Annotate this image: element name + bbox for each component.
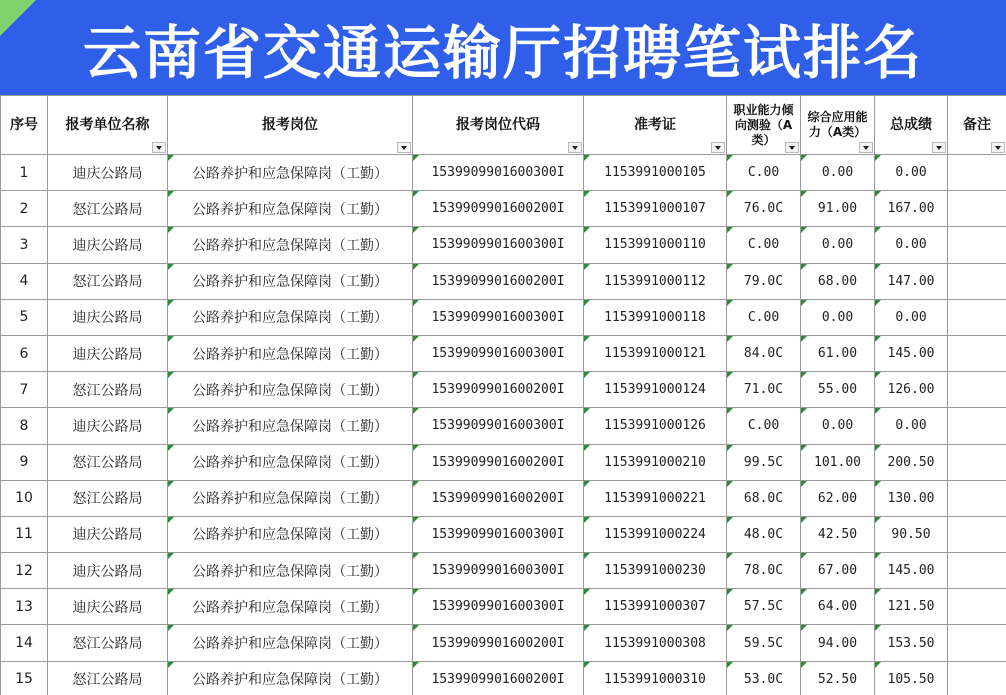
cell-unit[interactable]: 迪庆公路局 (48, 553, 168, 589)
header-code-label: 报考岗位代码 (456, 117, 540, 133)
cell-ability[interactable]: 48.0C (727, 516, 801, 552)
filter-dropdown-icon[interactable] (397, 142, 411, 153)
cell-ticket[interactable]: 1153991000308 (584, 625, 727, 661)
cell-post[interactable]: 公路养护和应急保障岗（工勤） (168, 155, 413, 191)
cell-error-indicator (168, 191, 174, 197)
cell-code[interactable]: 1539909901600300I (413, 227, 584, 263)
cell-error-indicator (801, 553, 807, 559)
cell-apply[interactable]: 55.00 (801, 372, 875, 408)
cell-error-indicator (727, 517, 733, 523)
cell-error-indicator (727, 300, 733, 306)
cell-error-indicator (801, 372, 807, 378)
cell-ability[interactable]: 79.0C (727, 263, 801, 299)
cell-note[interactable] (948, 553, 1006, 589)
cell-post[interactable]: 公路养护和应急保障岗（工勤） (168, 227, 413, 263)
cell-error-indicator (413, 300, 419, 306)
cell-error-indicator (727, 589, 733, 595)
cell-total[interactable]: 130.00 (875, 480, 948, 516)
cell-post[interactable]: 公路养护和应急保障岗（工勤） (168, 444, 413, 480)
cell-note[interactable] (948, 444, 1006, 480)
table-row (1, 553, 1006, 589)
filter-dropdown-icon[interactable] (785, 142, 799, 153)
cell-apply[interactable]: 0.00 (801, 227, 875, 263)
cell-error-indicator (584, 553, 590, 559)
filter-dropdown-icon[interactable] (991, 142, 1005, 153)
cell-total[interactable]: 145.00 (875, 335, 948, 371)
filter-dropdown-icon[interactable] (568, 142, 582, 153)
cell-ticket[interactable]: 1153991000112 (584, 263, 727, 299)
cell-error-indicator (727, 155, 733, 161)
cell-seq[interactable]: 8 (1, 408, 48, 444)
filter-dropdown-icon[interactable] (711, 142, 725, 153)
cell-apply[interactable]: 0.00 (801, 299, 875, 335)
cell-error-indicator (875, 445, 881, 451)
cell-error-indicator (727, 445, 733, 451)
cell-post[interactable]: 公路养护和应急保障岗（工勤） (168, 625, 413, 661)
cell-error-indicator (875, 517, 881, 523)
cell-seq[interactable]: 1 (1, 155, 48, 191)
title-banner (0, 0, 1006, 95)
cell-code[interactable]: 1539909901600200I (413, 480, 584, 516)
cell-error-indicator (875, 625, 881, 631)
cell-post[interactable]: 公路养护和应急保障岗（工勤） (168, 372, 413, 408)
cell-post[interactable]: 公路养护和应急保障岗（工勤） (168, 661, 413, 695)
header-note (948, 96, 1006, 155)
cell-unit[interactable]: 迪庆公路局 (48, 335, 168, 371)
header-ability-label: 职业能力倾向测验（A类） (733, 102, 794, 147)
cell-error-indicator (727, 662, 733, 668)
cell-error-indicator (168, 155, 174, 161)
table-row (1, 299, 1006, 335)
table-row (1, 155, 1006, 191)
cell-error-indicator (168, 517, 174, 523)
cell-error-indicator (801, 191, 807, 197)
cell-error-indicator (584, 408, 590, 414)
cell-error-indicator (168, 300, 174, 306)
cell-seq[interactable]: 10 (1, 480, 48, 516)
cell-error-indicator (413, 372, 419, 378)
ranking-table (0, 95, 1006, 695)
cell-ticket[interactable]: 1153991000118 (584, 299, 727, 335)
cell-post[interactable]: 公路养护和应急保障岗（工勤） (168, 299, 413, 335)
table-row (1, 372, 1006, 408)
table-row (1, 661, 1006, 695)
cell-error-indicator (413, 625, 419, 631)
cell-apply[interactable]: 64.00 (801, 589, 875, 625)
cell-error-indicator (413, 191, 419, 197)
cell-ability[interactable]: 57.5C (727, 589, 801, 625)
cell-error-indicator (727, 264, 733, 270)
cell-note[interactable] (948, 408, 1006, 444)
cell-error-indicator (168, 336, 174, 342)
cell-error-indicator (801, 227, 807, 233)
cell-ticket[interactable]: 1153991000307 (584, 589, 727, 625)
cell-error-indicator (727, 191, 733, 197)
cell-error-indicator (727, 625, 733, 631)
cell-error-indicator (584, 372, 590, 378)
cell-error-indicator (413, 155, 419, 161)
cell-ticket[interactable]: 1153991000124 (584, 372, 727, 408)
cell-error-indicator (875, 227, 881, 233)
cell-post[interactable]: 公路养护和应急保障岗（工勤） (168, 263, 413, 299)
cell-error-indicator (801, 336, 807, 342)
cell-error-indicator (727, 372, 733, 378)
cell-error-indicator (584, 336, 590, 342)
cell-seq[interactable]: 15 (1, 661, 48, 695)
cell-error-indicator (875, 264, 881, 270)
cell-error-indicator (413, 408, 419, 414)
cell-ticket[interactable]: 1153991000221 (584, 480, 727, 516)
cell-seq[interactable]: 5 (1, 299, 48, 335)
cell-note[interactable] (948, 372, 1006, 408)
header-note-label: 备注 (963, 117, 991, 133)
cell-unit[interactable]: 迪庆公路局 (48, 589, 168, 625)
cell-error-indicator (168, 408, 174, 414)
cell-error-indicator (584, 662, 590, 668)
cell-apply[interactable]: 68.00 (801, 263, 875, 299)
cell-error-indicator (875, 155, 881, 161)
cell-error-indicator (168, 264, 174, 270)
cell-error-indicator (801, 445, 807, 451)
cell-total[interactable]: 105.50 (875, 661, 948, 695)
cell-note[interactable] (948, 589, 1006, 625)
corner-accent (0, 0, 36, 36)
cell-ability[interactable]: 53.0C (727, 661, 801, 695)
header-ticket-label: 准考证 (634, 117, 676, 133)
cell-post[interactable]: 公路养护和应急保障岗（工勤） (168, 408, 413, 444)
cell-total[interactable]: 153.50 (875, 625, 948, 661)
cell-error-indicator (168, 662, 174, 668)
cell-post[interactable]: 公路养护和应急保障岗（工勤） (168, 191, 413, 227)
cell-post[interactable]: 公路养护和应急保障岗（工勤） (168, 589, 413, 625)
cell-apply[interactable]: 42.50 (801, 516, 875, 552)
cell-error-indicator (413, 553, 419, 559)
cell-note[interactable] (948, 335, 1006, 371)
filter-dropdown-icon[interactable] (152, 142, 166, 153)
cell-code[interactable]: 1539909901600300I (413, 155, 584, 191)
cell-apply[interactable]: 67.00 (801, 553, 875, 589)
cell-error-indicator (584, 481, 590, 487)
header-unit (48, 96, 168, 155)
cell-unit[interactable]: 怒江公路局 (48, 661, 168, 695)
cell-code[interactable]: 1539909901600300I (413, 553, 584, 589)
cell-total[interactable]: 0.00 (875, 155, 948, 191)
cell-error-indicator (801, 300, 807, 306)
cell-error-indicator (168, 227, 174, 233)
table-row (1, 263, 1006, 299)
cell-unit[interactable]: 迪庆公路局 (48, 299, 168, 335)
cell-ability[interactable]: 76.0C (727, 191, 801, 227)
header-post (168, 96, 413, 155)
cell-note[interactable] (948, 155, 1006, 191)
cell-unit[interactable]: 怒江公路局 (48, 444, 168, 480)
cell-error-indicator (727, 553, 733, 559)
table-row (1, 625, 1006, 661)
cell-error-indicator (801, 481, 807, 487)
cell-error-indicator (801, 589, 807, 595)
cell-apply[interactable]: 0.00 (801, 408, 875, 444)
cell-error-indicator (584, 517, 590, 523)
cell-unit[interactable]: 怒江公路局 (48, 480, 168, 516)
cell-error-indicator (168, 553, 174, 559)
header-seq (1, 96, 48, 155)
cell-error-indicator (727, 227, 733, 233)
cell-ability[interactable]: 71.0C (727, 372, 801, 408)
cell-code[interactable]: 1539909901600300I (413, 589, 584, 625)
cell-error-indicator (413, 227, 419, 233)
cell-apply[interactable]: 101.00 (801, 444, 875, 480)
cell-ability[interactable]: 59.5C (727, 625, 801, 661)
cell-seq[interactable]: 9 (1, 444, 48, 480)
cell-post[interactable]: 公路养护和应急保障岗（工勤） (168, 480, 413, 516)
cell-error-indicator (801, 408, 807, 414)
cell-apply[interactable]: 94.00 (801, 625, 875, 661)
cell-note[interactable] (948, 661, 1006, 695)
cell-error-indicator (727, 481, 733, 487)
header-ability (727, 96, 801, 155)
cell-unit[interactable]: 怒江公路局 (48, 191, 168, 227)
cell-error-indicator (801, 517, 807, 523)
cell-ticket[interactable]: 1153991000110 (584, 227, 727, 263)
cell-apply[interactable]: 0.00 (801, 155, 875, 191)
header-post-label: 报考岗位 (262, 117, 318, 133)
cell-error-indicator (584, 227, 590, 233)
cell-error-indicator (168, 445, 174, 451)
cell-ability[interactable]: C.00 (727, 227, 801, 263)
cell-error-indicator (875, 481, 881, 487)
cell-total[interactable]: 0.00 (875, 299, 948, 335)
table-row (1, 408, 1006, 444)
cell-ticket[interactable]: 1153991000126 (584, 408, 727, 444)
cell-total[interactable]: 0.00 (875, 227, 948, 263)
table-row (1, 480, 1006, 516)
cell-seq[interactable]: 12 (1, 553, 48, 589)
cell-error-indicator (413, 264, 419, 270)
cell-error-indicator (413, 336, 419, 342)
cell-total[interactable]: 121.50 (875, 589, 948, 625)
cell-apply[interactable]: 91.00 (801, 191, 875, 227)
page-title: 云南省交通运输厅招聘笔试排名 (82, 18, 923, 87)
filter-dropdown-icon[interactable] (932, 142, 946, 153)
cell-seq[interactable]: 11 (1, 516, 48, 552)
cell-unit[interactable]: 迪庆公路局 (48, 408, 168, 444)
cell-error-indicator (168, 625, 174, 631)
cell-error-indicator (727, 336, 733, 342)
cell-ability[interactable]: C.00 (727, 155, 801, 191)
cell-ability[interactable]: C.00 (727, 299, 801, 335)
cell-error-indicator (875, 372, 881, 378)
table-row (1, 227, 1006, 263)
header-total (875, 96, 948, 155)
cell-apply[interactable]: 61.00 (801, 335, 875, 371)
cell-code[interactable]: 1539909901600300I (413, 299, 584, 335)
filter-dropdown-icon[interactable] (859, 142, 873, 153)
cell-seq[interactable]: 3 (1, 227, 48, 263)
cell-code[interactable]: 1539909901600200I (413, 372, 584, 408)
cell-total[interactable]: 90.50 (875, 516, 948, 552)
cell-seq[interactable]: 6 (1, 335, 48, 371)
cell-error-indicator (801, 662, 807, 668)
cell-error-indicator (875, 662, 881, 668)
cell-total[interactable]: 145.00 (875, 553, 948, 589)
cell-ticket[interactable]: 1153991000105 (584, 155, 727, 191)
cell-error-indicator (168, 589, 174, 595)
cell-error-indicator (413, 481, 419, 487)
cell-ability[interactable]: 68.0C (727, 480, 801, 516)
cell-ticket[interactable]: 1153991000230 (584, 553, 727, 589)
table-row (1, 516, 1006, 552)
cell-note[interactable] (948, 191, 1006, 227)
cell-seq[interactable]: 2 (1, 191, 48, 227)
cell-error-indicator (413, 517, 419, 523)
cell-apply[interactable]: 52.50 (801, 661, 875, 695)
cell-seq[interactable]: 4 (1, 263, 48, 299)
cell-code[interactable]: 1539909901600200I (413, 444, 584, 480)
cell-note[interactable] (948, 263, 1006, 299)
cell-post[interactable]: 公路养护和应急保障岗（工勤） (168, 335, 413, 371)
cell-error-indicator (875, 336, 881, 342)
cell-error-indicator (875, 191, 881, 197)
cell-total[interactable]: 200.50 (875, 444, 948, 480)
cell-note[interactable] (948, 516, 1006, 552)
header-ticket (584, 96, 727, 155)
cell-code[interactable]: 1539909901600300I (413, 516, 584, 552)
cell-code[interactable]: 1539909901600200I (413, 263, 584, 299)
cell-error-indicator (584, 300, 590, 306)
cell-total[interactable]: 147.00 (875, 263, 948, 299)
header-unit-label: 报考单位名称 (65, 117, 150, 133)
table-row (1, 191, 1006, 227)
cell-seq[interactable]: 13 (1, 589, 48, 625)
cell-ticket[interactable]: 1153991000121 (584, 335, 727, 371)
cell-error-indicator (801, 155, 807, 161)
cell-seq[interactable]: 7 (1, 372, 48, 408)
cell-error-indicator (413, 445, 419, 451)
header-total-label: 总成绩 (890, 117, 932, 133)
cell-error-indicator (875, 408, 881, 414)
cell-total[interactable]: 167.00 (875, 191, 948, 227)
cell-note[interactable] (948, 227, 1006, 263)
cell-error-indicator (801, 264, 807, 270)
cell-total[interactable]: 0.00 (875, 408, 948, 444)
cell-code[interactable]: 1539909901600200I (413, 625, 584, 661)
cell-error-indicator (584, 589, 590, 595)
cell-unit[interactable]: 迪庆公路局 (48, 155, 168, 191)
cell-post[interactable]: 公路养护和应急保障岗（工勤） (168, 516, 413, 552)
cell-code[interactable]: 1539909901600200I (413, 191, 584, 227)
cell-seq[interactable]: 14 (1, 625, 48, 661)
cell-error-indicator (727, 408, 733, 414)
cell-error-indicator (168, 372, 174, 378)
cell-ability[interactable]: 99.5C (727, 444, 801, 480)
cell-code[interactable]: 1539909901600300I (413, 408, 584, 444)
cell-error-indicator (801, 625, 807, 631)
spreadsheet (0, 95, 1006, 695)
cell-error-indicator (875, 300, 881, 306)
cell-error-indicator (168, 481, 174, 487)
cell-ticket[interactable]: 1153991000224 (584, 516, 727, 552)
cell-code[interactable]: 1539909901600200I (413, 661, 584, 695)
cell-note[interactable] (948, 480, 1006, 516)
cell-ticket[interactable]: 1153991000210 (584, 444, 727, 480)
cell-error-indicator (584, 625, 590, 631)
cell-note[interactable] (948, 299, 1006, 335)
cell-code[interactable]: 1539909901600300I (413, 335, 584, 371)
cell-ability[interactable]: C.00 (727, 408, 801, 444)
cell-ability[interactable]: 84.0C (727, 335, 801, 371)
cell-error-indicator (584, 264, 590, 270)
table-row (1, 444, 1006, 480)
cell-ability[interactable]: 78.0C (727, 553, 801, 589)
cell-total[interactable]: 126.00 (875, 372, 948, 408)
header-row (1, 96, 1006, 155)
cell-error-indicator (584, 445, 590, 451)
cell-note[interactable] (948, 625, 1006, 661)
table-row (1, 335, 1006, 371)
cell-ticket[interactable]: 1153991000107 (584, 191, 727, 227)
cell-error-indicator (584, 191, 590, 197)
cell-error-indicator (584, 155, 590, 161)
cell-error-indicator (875, 553, 881, 559)
cell-apply[interactable]: 62.00 (801, 480, 875, 516)
header-apply-label: 综合应用能力（A类） (807, 110, 868, 139)
cell-unit[interactable]: 迪庆公路局 (48, 516, 168, 552)
header-apply (801, 96, 875, 155)
cell-unit[interactable]: 迪庆公路局 (48, 227, 168, 263)
cell-ticket[interactable]: 1153991000310 (584, 661, 727, 695)
cell-error-indicator (413, 662, 419, 668)
cell-post[interactable]: 公路养护和应急保障岗（工勤） (168, 553, 413, 589)
cell-error-indicator (413, 589, 419, 595)
cell-error-indicator (875, 589, 881, 595)
table-row (1, 589, 1006, 625)
cell-unit[interactable]: 怒江公路局 (48, 263, 168, 299)
header-seq-label: 序号 (10, 117, 38, 133)
cell-unit[interactable]: 怒江公路局 (48, 372, 168, 408)
cell-unit[interactable]: 怒江公路局 (48, 625, 168, 661)
header-code (413, 96, 584, 155)
